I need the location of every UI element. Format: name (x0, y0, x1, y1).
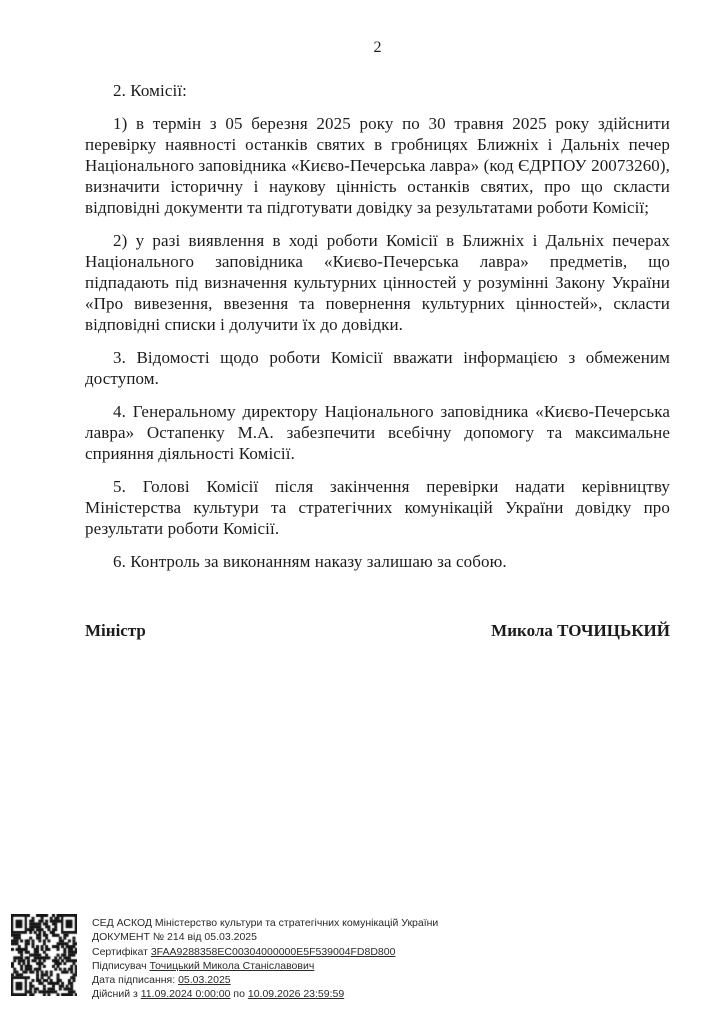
signing-date-value: 05.03.2025 (178, 974, 231, 987)
clause-6: 6. Контроль за виконанням наказу залишаю за собою. (113, 552, 507, 571)
valid-from-label: Дійсний з (92, 988, 138, 1001)
stamp-details (92, 916, 438, 1002)
document-body (85, 80, 670, 641)
certificate-label: Сертифікат (92, 945, 148, 958)
stamp-signer-line (92, 959, 438, 973)
certificate-value: 3FAA9288358EC00304000000E5F539004FD8D800 (150, 945, 396, 958)
clause-5: 5. Голові Комісії після закінчення перевірки надати керівництву Міністерства культури та стратегічних комунікацій України довідку про результати роботи Комісії. (85, 477, 670, 538)
valid-to-label: по (233, 988, 245, 1001)
signature-name: Микола ТОЧИЦЬКИЙ (491, 621, 670, 640)
signature-position: Міністр (85, 621, 146, 640)
stamp-validity-line (92, 987, 438, 1001)
signature-block (85, 620, 670, 641)
stamp-document-line: ДОКУМЕНТ № 214 від 05.03.2025 (92, 931, 257, 944)
digital-signature-stamp (11, 914, 438, 1002)
qr-code-icon (11, 914, 77, 996)
signing-date-label: Дата підписання: (92, 974, 176, 987)
page-number: 2 (373, 39, 382, 56)
valid-from-value: 11.09.2024 0:00:00 (140, 988, 231, 1001)
signer-value: Точицький Микола Станіславович (149, 959, 315, 972)
clause-4: 4. Генеральному директору Національного заповідника «Києво-Печерська лавра» Остапенку М.А. забезпечити всебічну допомогу та максимальне сприяння діяльності Комісії. (85, 402, 670, 463)
stamp-certificate-line (92, 945, 438, 959)
clause-2-subclause-1: 1) в термін з 05 березня 2025 року по 30 травня 2025 року здійснити перевірку наявності останків святих в гробницях Ближніх і Дальніх печер Національного заповідника «Києво-Печерська лавра» (код ЄДРПОУ 20073260), визначити історичну і наукову цінність останків святих, про що скласти відповідні документи та підготувати довідку за результатами роботи Комісії; (85, 114, 670, 217)
stamp-signing-date-line (92, 973, 438, 987)
clause-2-subclause-2: 2) у разі виявлення в ході роботи Комісії в Ближніх і Дальніх печерах Національного заповідника «Києво-Печерська лавра» предметів, що підпадають під визначення культурних цінностей у розумінні Закону України «Про вивезення, ввезення та повернення культурних цінностей», скласти відповідні списки і долучити їх до довідки. (85, 231, 670, 334)
clause-3: 3. Відомості щодо роботи Комісії вважати інформацією з обмеженим доступом. (85, 348, 670, 388)
signer-label: Підписувач (92, 959, 147, 972)
clause-2-heading: 2. Комісії: (113, 81, 187, 100)
valid-to-value: 10.09.2026 23:59:59 (247, 988, 345, 1001)
stamp-system-line: СЕД АСКОД Міністерство культури та стратегічних комунікацій України (92, 917, 439, 929)
